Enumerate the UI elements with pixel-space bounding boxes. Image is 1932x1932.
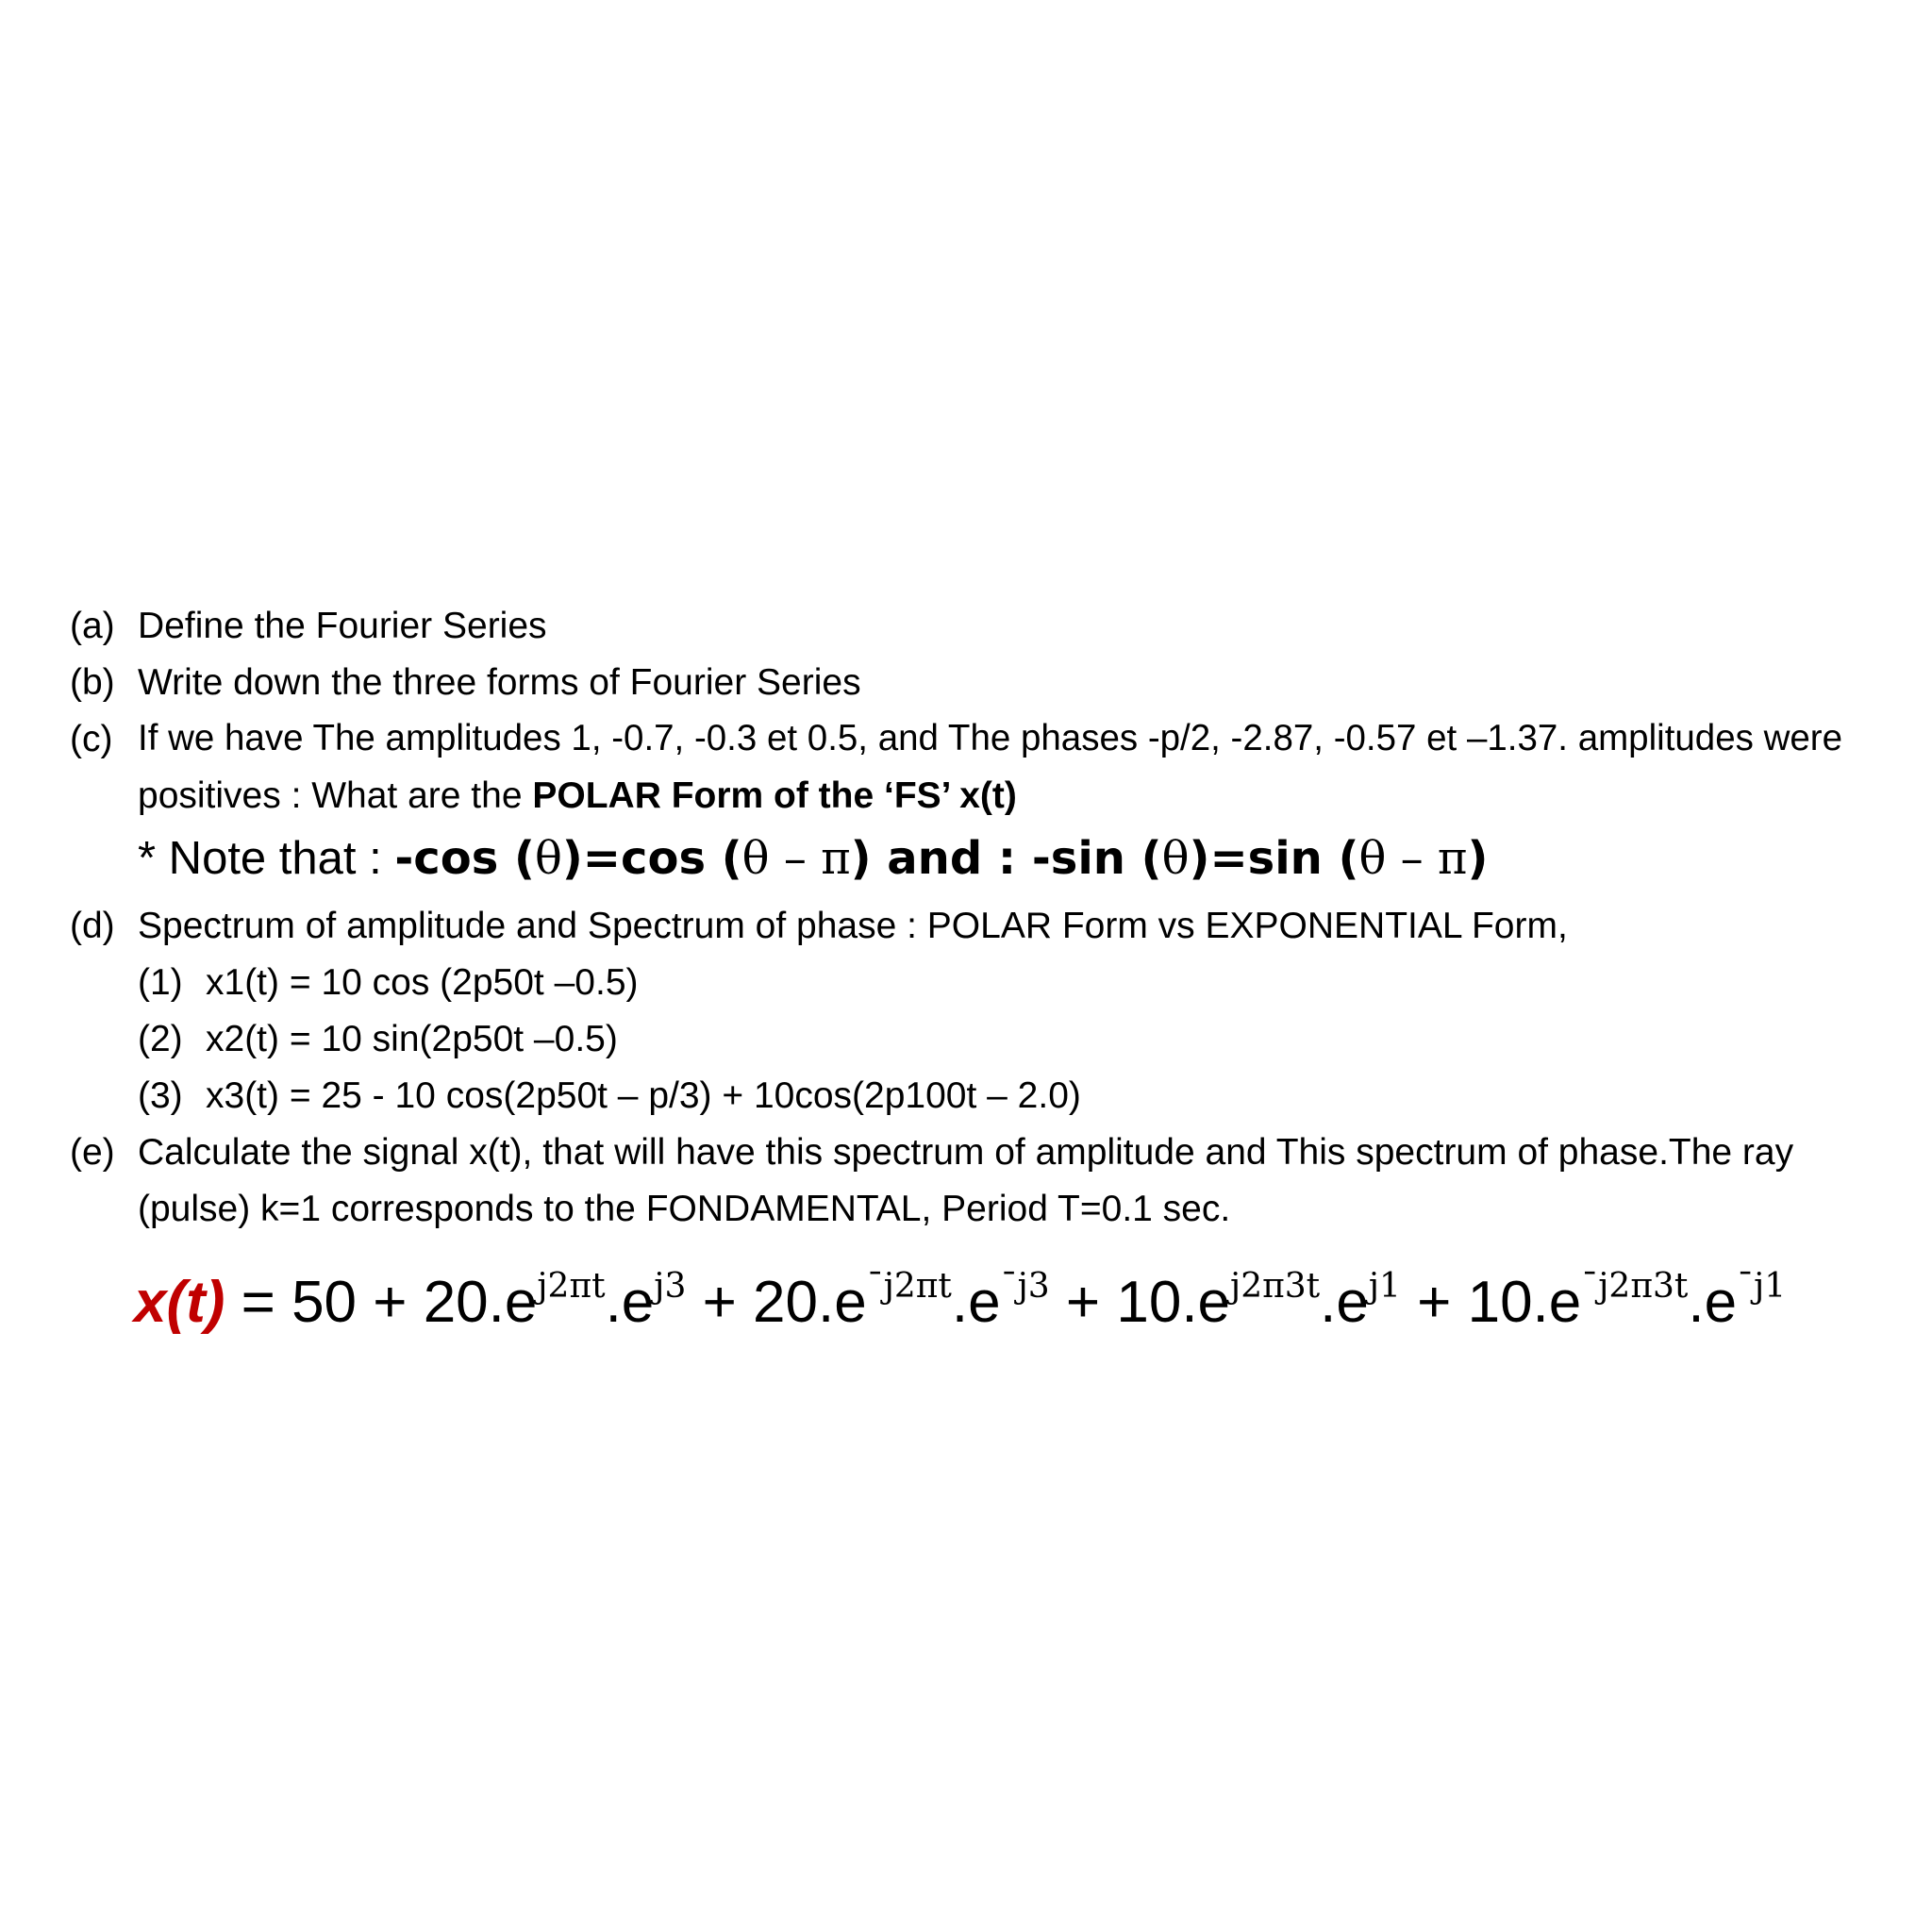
formula-s6: j1 bbox=[1368, 1267, 1401, 1306]
formula-t3: + 20.e bbox=[686, 1270, 867, 1335]
note-part1: -cos ( bbox=[394, 832, 535, 885]
question-c-line2 bbox=[138, 777, 1017, 814]
formula-s8: ¯j1 bbox=[1737, 1267, 1787, 1306]
note-theta-4: θ bbox=[1358, 832, 1387, 885]
formula-s2: j3 bbox=[654, 1267, 687, 1306]
question-d-item-2: x2(t) = 10 sin(2p50t –0.5) bbox=[206, 1019, 618, 1059]
formula-s7: ¯j2π3t bbox=[1581, 1267, 1689, 1306]
note-part2: )=cos ( bbox=[561, 832, 742, 885]
label-b: (b) bbox=[70, 662, 115, 703]
formula-t7: + 10.e bbox=[1400, 1270, 1582, 1335]
question-c-line2-bold: POLAR Form of the ‘FS’ x(t) bbox=[532, 775, 1017, 816]
label-d-1: (1) bbox=[138, 962, 183, 1003]
formula-t1: = 50 + 20.e bbox=[225, 1270, 538, 1335]
note-part3: ) and : -sin ( bbox=[850, 832, 1162, 885]
question-d-text: Spectrum of amplitude and Spectrum of phase : POLAR Form vs EXPONENTIAL Form, bbox=[138, 906, 1568, 946]
question-a-text: Define the Fourier Series bbox=[138, 606, 547, 646]
question-c-line2-normal: positives : What are the bbox=[138, 775, 533, 816]
formula-s1: j2πt bbox=[537, 1267, 606, 1306]
question-d-item-1: x1(t) = 10 cos (2p50t –0.5) bbox=[206, 962, 639, 1003]
label-d: (d) bbox=[70, 906, 115, 946]
question-e-line1: Calculate the signal x(t), that will have this spectrum of amplitude and This spectrum of phase.The ray bbox=[138, 1132, 1794, 1173]
question-d-item-3: x3(t) = 25 - 10 cos(2p50t – p/3) + 10cos(2p100t – 2.0) bbox=[206, 1075, 1081, 1116]
signal-formula bbox=[134, 1267, 1787, 1335]
note-theta-3: θ bbox=[1161, 832, 1190, 885]
formula-t2: .e bbox=[605, 1270, 655, 1335]
note-minus-pi-1: – π bbox=[769, 832, 851, 885]
note-identity bbox=[394, 832, 1488, 885]
note-part5: ) bbox=[1467, 832, 1489, 885]
formula-s5: j2π3t bbox=[1230, 1267, 1321, 1306]
note-minus-pi-2: – π bbox=[1386, 832, 1468, 885]
formula-s3: ¯j2πt bbox=[866, 1267, 952, 1306]
note-part4: )=sin ( bbox=[1189, 832, 1359, 885]
note-theta-1: θ bbox=[534, 832, 562, 885]
label-d-2: (2) bbox=[138, 1019, 183, 1059]
label-d-3: (3) bbox=[138, 1075, 183, 1116]
note-line bbox=[138, 832, 1489, 885]
formula-t5: + 10.e bbox=[1049, 1270, 1231, 1335]
formula-s4: ¯j3 bbox=[1000, 1267, 1050, 1306]
label-e: (e) bbox=[70, 1132, 115, 1173]
formula-t6: .e bbox=[1320, 1270, 1369, 1335]
question-c-line1: If we have The amplitudes 1, -0.7, -0.3 et 0.5, and The phases -p/2, -2.87, -0.57 et –1.37. amplitudes were bbox=[138, 718, 1843, 758]
label-c: (c) bbox=[70, 719, 113, 759]
question-e-line2: (pulse) k=1 corresponds to the FONDAMENTAL, Period T=0.1 sec. bbox=[138, 1189, 1231, 1229]
note-prefix: * Note that : bbox=[138, 833, 395, 884]
formula-lhs: x(t) bbox=[134, 1270, 225, 1335]
label-a: (a) bbox=[70, 606, 115, 646]
formula-t8: .e bbox=[1688, 1270, 1738, 1335]
note-theta-2: θ bbox=[741, 832, 770, 885]
formula-t4: .e bbox=[951, 1270, 1001, 1335]
question-b-text: Write down the three forms of Fourier Series bbox=[138, 662, 861, 703]
